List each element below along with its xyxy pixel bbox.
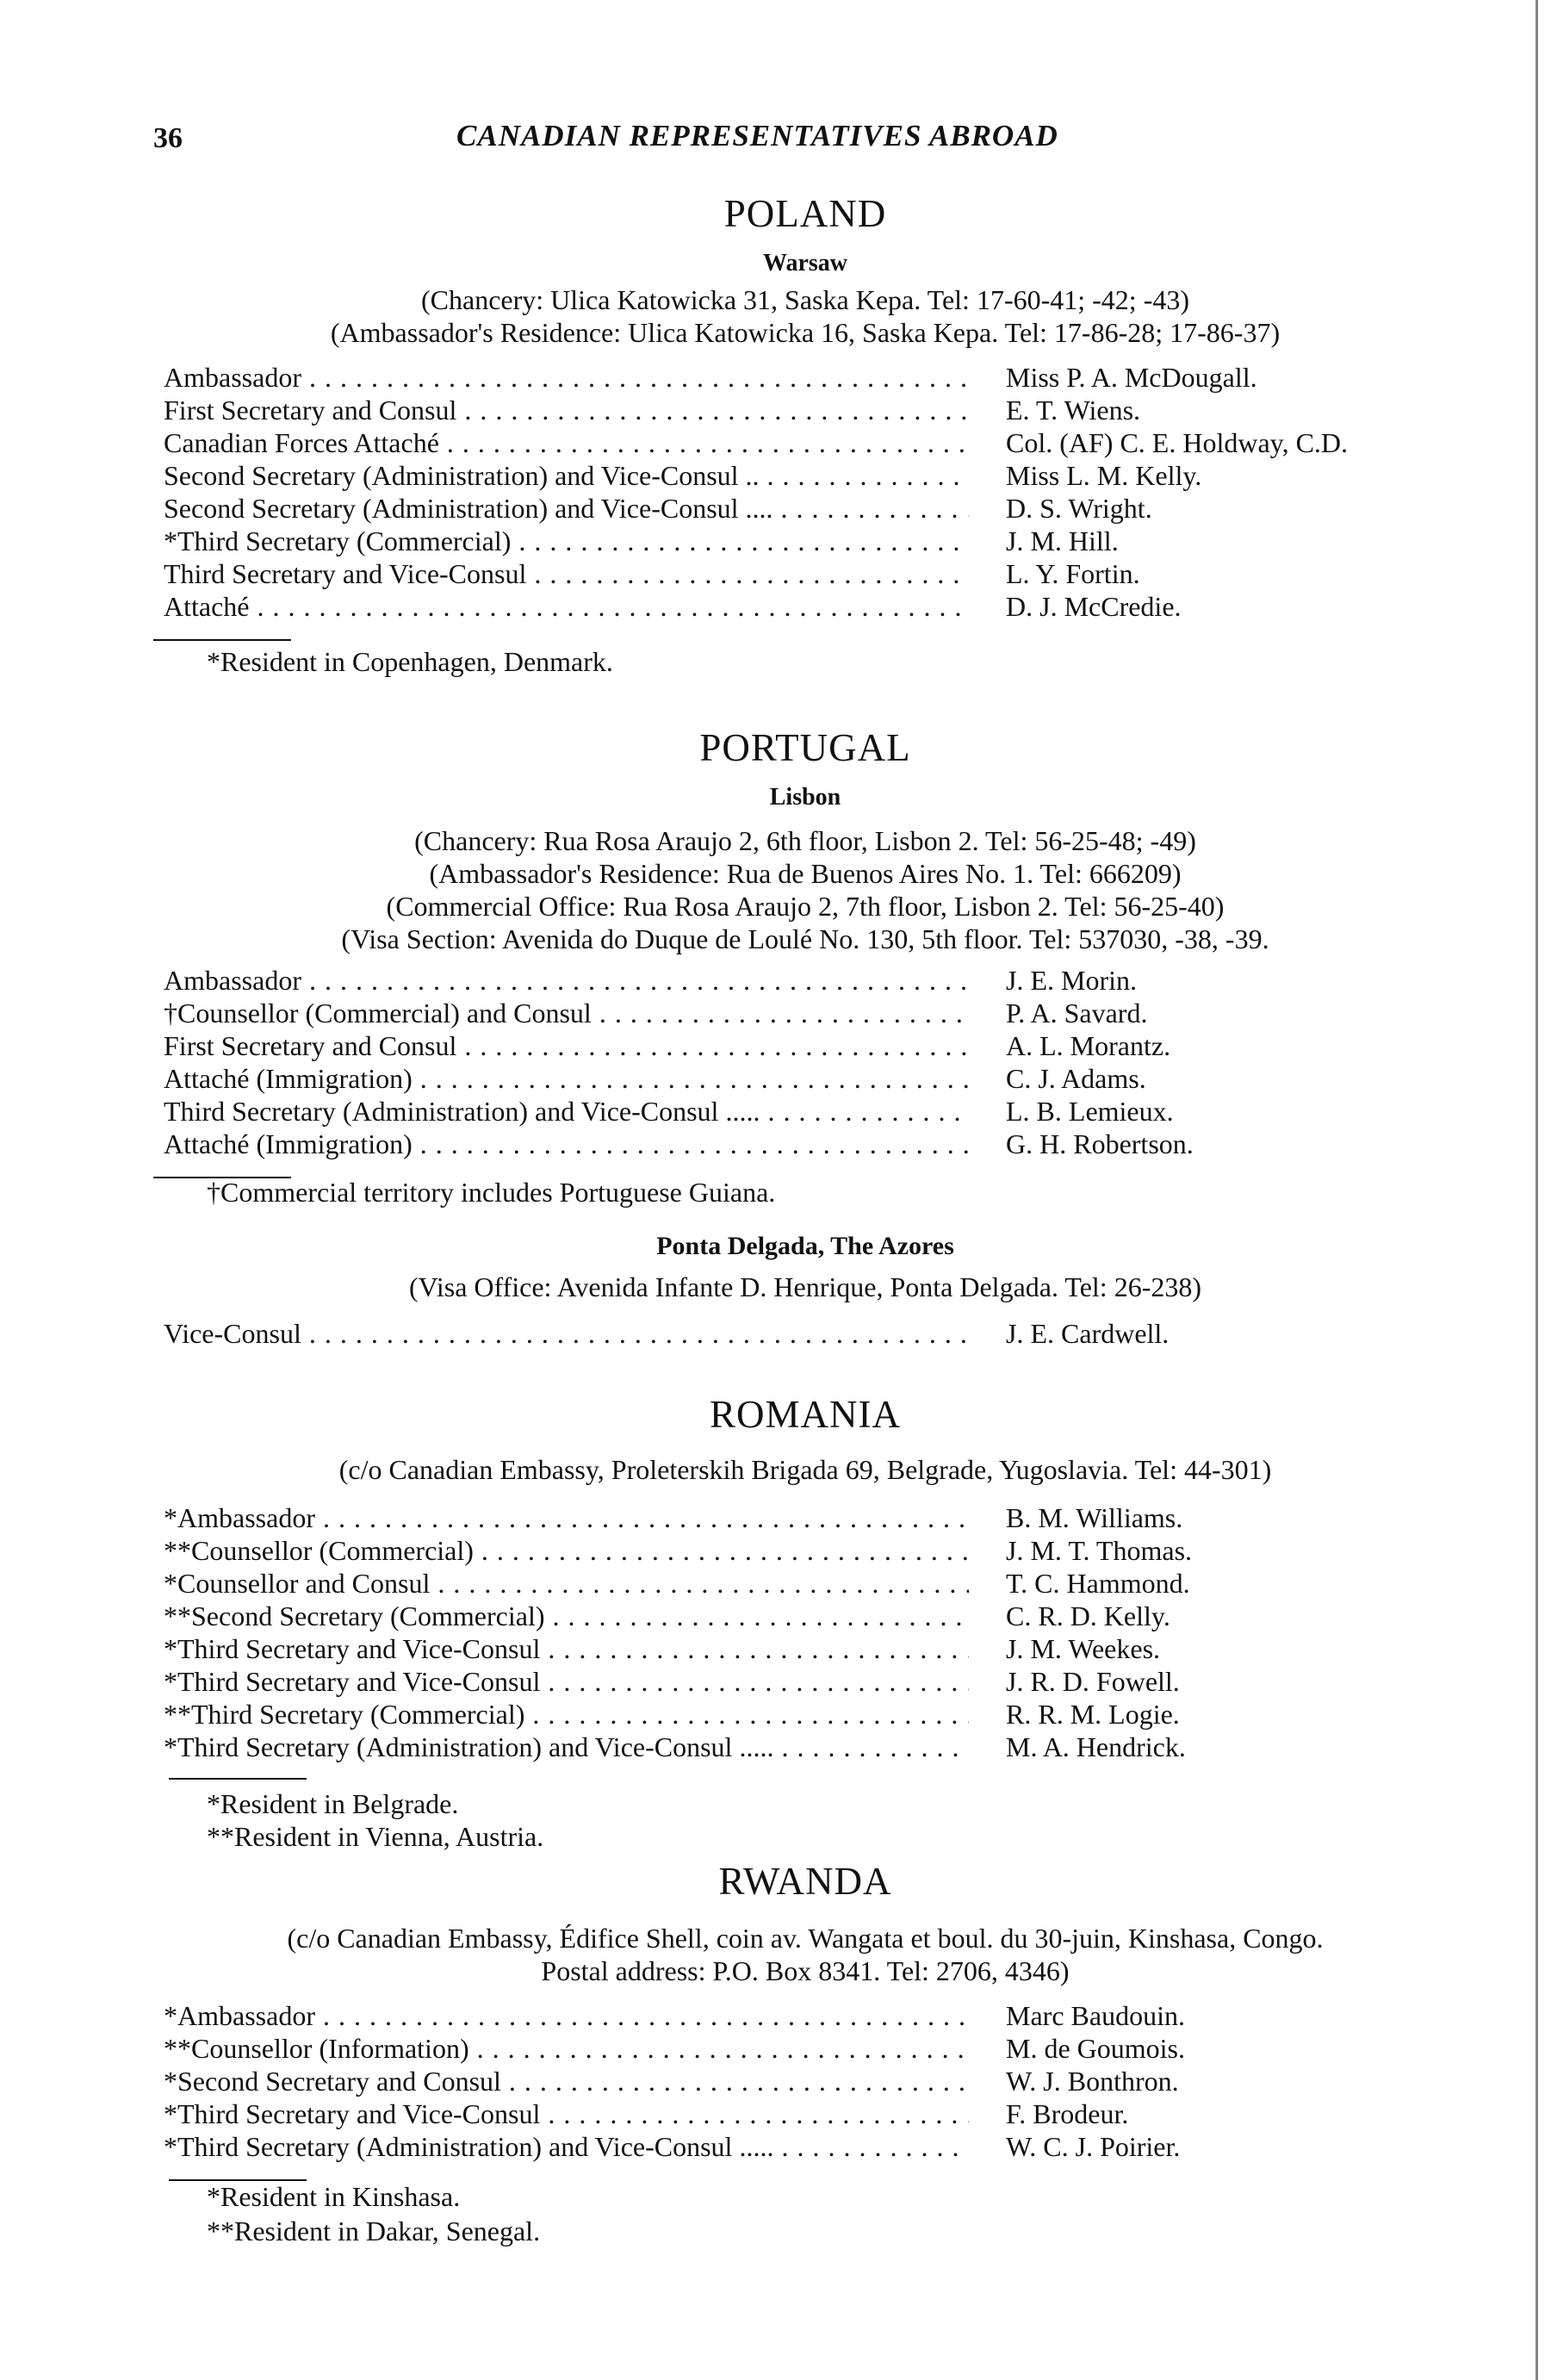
staff-name: P. A. Savard. xyxy=(1006,997,1148,1028)
footnote: **Resident in Dakar, Senegal. xyxy=(207,2215,541,2246)
section-title-poland: POLAND xyxy=(723,192,887,235)
staff-role: *Third Secretary (Commercial) . . . xyxy=(164,525,969,557)
staff-name: J. M. Weekes. xyxy=(1006,1633,1161,1664)
running-title: CANADIAN REPRESENTATIVES ABROAD xyxy=(456,119,1058,152)
staff-role: Second Secretary (Administration) and Vice-Consul .... . . . xyxy=(164,493,969,525)
staff-name: J. E. Morin. xyxy=(1006,965,1137,996)
staff-role: **Counsellor (Commercial) . . . xyxy=(164,1535,969,1567)
staff-role: Second Secretary (Administration) and Vice-Consul .. . . . xyxy=(164,460,969,492)
staff-role: **Counsellor (Information) . . . xyxy=(164,2033,969,2065)
section-title-rwanda: RWANDA xyxy=(718,1860,892,1903)
page-number: 36 xyxy=(153,122,183,154)
staff-role: **Second Secretary (Commercial) . . . xyxy=(164,1600,969,1632)
staff-role: *Second Secretary and Consul . . . xyxy=(164,2066,969,2097)
staff-name: J. M. T. Thomas. xyxy=(1006,1535,1193,1566)
staff-name: Miss P. A. McDougall. xyxy=(1006,362,1257,393)
staff-name: T. C. Hammond. xyxy=(1006,1568,1190,1599)
footnote: *Resident in Belgrade. xyxy=(207,1788,459,1819)
section-title-portugal: PORTUGAL xyxy=(699,726,911,769)
staff-name: E. T. Wiens. xyxy=(1006,395,1141,426)
address-line: (Ambassador's Residence: Ulica Katowicka 16, Saska Kepa. Tel: 17-86-28; 17-86-37) xyxy=(330,317,1281,348)
staff-name: R. R. M. Logie. xyxy=(1006,1699,1180,1730)
staff-role: Ambassador . . . xyxy=(164,362,969,394)
staff-role: Canadian Forces Attaché . . . xyxy=(164,427,969,459)
staff-role: Third Secretary and Vice-Consul . . . xyxy=(164,558,969,590)
address-line: (c/o Canadian Embassy, Édifice Shell, coin av. Wangata et boul. du 30-juin, Kinshasa, Congo. xyxy=(287,1923,1324,1954)
address-line: (Commercial Office: Rua Rosa Araujo 2, 7th floor, Lisbon 2. Tel: 56-25-40) xyxy=(386,891,1225,922)
staff-role: First Secretary and Consul . . . xyxy=(164,395,969,426)
footnote: †Commercial territory includes Portuguese Guiana. xyxy=(207,1177,776,1208)
staff-name: M. de Goumois. xyxy=(1006,2033,1185,2064)
footnote: *Resident in Kinshasa. xyxy=(207,2181,461,2212)
staff-name: J. E. Cardwell. xyxy=(1006,1318,1170,1349)
staff-role: Ambassador . . . xyxy=(164,965,969,997)
city-ponta-delgada: Ponta Delgada, The Azores xyxy=(656,1232,954,1260)
staff-role: First Secretary and Consul . . . xyxy=(164,1030,969,1062)
staff-name: C. J. Adams. xyxy=(1006,1063,1146,1094)
staff-name: Miss L. M. Kelly. xyxy=(1006,460,1202,491)
address-line: (Visa Section: Avenida do Duque de Loulé No. 130, 5th floor. Tel: 537030, -38, -39. xyxy=(341,923,1269,954)
footnote: *Resident in Copenhagen, Denmark. xyxy=(207,646,613,677)
staff-name: D. J. McCredie. xyxy=(1006,591,1182,622)
footnote-rule xyxy=(153,639,291,641)
staff-name: Col. (AF) C. E. Holdway, C.D. xyxy=(1006,427,1349,458)
city-lisbon: Lisbon xyxy=(769,784,841,811)
staff-name: L. B. Lemieux. xyxy=(1006,1096,1174,1127)
staff-name: G. H. Robertson. xyxy=(1006,1128,1194,1159)
staff-name: C. R. D. Kelly. xyxy=(1006,1600,1170,1631)
staff-role: †Counsellor (Commercial) and Consul . . . xyxy=(164,997,969,1029)
staff-role: Vice-Consul . . . xyxy=(164,1318,969,1350)
staff-role: *Ambassador . . . xyxy=(164,1502,969,1534)
staff-role: *Ambassador . . . xyxy=(164,2000,969,2032)
address-line: (c/o Canadian Embassy, Proleterskih Brigada 69, Belgrade, Yugoslavia. Tel: 44-301) xyxy=(338,1454,1272,1485)
page-edge-line xyxy=(1536,0,1538,2380)
staff-name: D. S. Wright. xyxy=(1006,493,1152,524)
section-title-romania: ROMANIA xyxy=(709,1393,901,1436)
address-line: (Ambassador's Residence: Rua de Buenos Aires No. 1. Tel: 666209) xyxy=(429,858,1182,889)
staff-name: A. L. Morantz. xyxy=(1006,1030,1171,1061)
staff-name: F. Brodeur. xyxy=(1006,2098,1129,2129)
staff-name: L. Y. Fortin. xyxy=(1006,558,1140,589)
staff-role: *Counsellor and Consul . . . xyxy=(164,1568,969,1600)
staff-role: Attaché (Immigration) . . . xyxy=(164,1063,969,1095)
staff-role: *Third Secretary (Administration) and Vice-Consul ..... . . . xyxy=(164,1731,969,1763)
footnote-rule xyxy=(169,1778,307,1780)
address-line: (Chancery: Ulica Katowicka 31, Saska Kepa. Tel: 17-60-41; -42; -43) xyxy=(420,284,1189,315)
staff-name: J. R. D. Fowell. xyxy=(1006,1666,1180,1697)
staff-role: **Third Secretary (Commercial) . . . xyxy=(164,1699,969,1731)
staff-role: *Third Secretary and Vice-Consul . . . xyxy=(164,1666,969,1698)
staff-name: Marc Baudouin. xyxy=(1006,2000,1185,2031)
footnote: **Resident in Vienna, Austria. xyxy=(207,1821,544,1852)
staff-role: Attaché (Immigration) . . . xyxy=(164,1128,969,1160)
staff-role: Attaché . . . xyxy=(164,591,969,623)
address-line: (Visa Office: Avenida Infante D. Henrique, Ponta Delgada. Tel: 26-238) xyxy=(409,1271,1201,1302)
staff-role: *Third Secretary (Administration) and Vice-Consul ..... . . . xyxy=(164,2131,969,2163)
staff-name: W. J. Bonthron. xyxy=(1006,2066,1179,2097)
staff-name: M. A. Hendrick. xyxy=(1006,1731,1186,1762)
staff-name: B. M. Williams. xyxy=(1006,1502,1183,1533)
address-line: Postal address: P.O. Box 8341. Tel: 2706, 4346) xyxy=(541,1955,1070,1986)
city-warsaw: Warsaw xyxy=(763,250,847,277)
staff-role: *Third Secretary and Vice-Consul . . . xyxy=(164,1633,969,1665)
staff-role: Third Secretary (Administration) and Vice-Consul ..... . . . xyxy=(164,1096,969,1128)
staff-name: W. C. J. Poirier. xyxy=(1006,2131,1181,2162)
address-line: (Chancery: Rua Rosa Araujo 2, 6th floor, Lisbon 2. Tel: 56-25-48; -49) xyxy=(414,825,1196,856)
staff-name: J. M. Hill. xyxy=(1006,525,1119,556)
staff-role: *Third Secretary and Vice-Consul . . . xyxy=(164,2098,969,2130)
